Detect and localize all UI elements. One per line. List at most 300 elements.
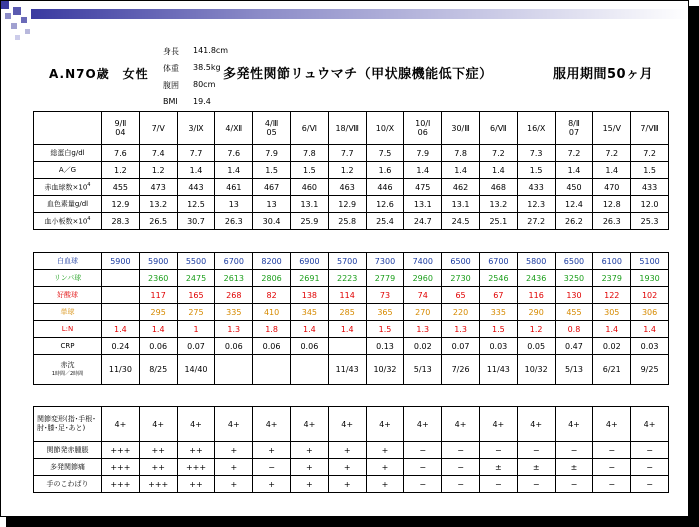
diagnosis-title: 多発性関節リュウマチ（甲状腺機能低下症） — [223, 67, 493, 82]
value-cell: 1.4 — [404, 162, 442, 179]
bmi-label: BMI — [163, 97, 178, 106]
value-cell: − — [253, 459, 291, 476]
value-cell: 0.07 — [442, 338, 480, 355]
value-cell: 1.4 — [328, 321, 366, 338]
table-row — [34, 442, 669, 459]
value-cell: 11/43 — [328, 355, 366, 385]
value-cell: + — [366, 442, 404, 459]
value-cell: + — [328, 459, 366, 476]
row-label — [34, 338, 102, 355]
row-label — [34, 270, 102, 287]
value-cell: 1.4 — [593, 162, 631, 179]
value-cell: 5900 — [139, 253, 177, 270]
value-cell — [290, 355, 328, 385]
value-cell: +++ — [102, 459, 140, 476]
value-cell: 9/25 — [631, 355, 669, 385]
date-day: 6/Ⅶ — [489, 123, 507, 133]
waist-label: 腹囲 — [163, 81, 179, 90]
value-cell: 138 — [290, 287, 328, 304]
table-row — [34, 355, 669, 385]
value-cell: 1.3 — [442, 321, 480, 338]
value-cell: 473 — [139, 179, 177, 196]
date-day: 15/Ⅴ — [602, 123, 621, 133]
value-cell: 6700 — [479, 253, 517, 270]
value-cell: − — [517, 442, 555, 459]
date-cell — [479, 112, 517, 145]
table-row — [34, 304, 669, 321]
date-cell — [328, 112, 366, 145]
value-cell: 5700 — [328, 253, 366, 270]
date-day: 16/Ⅹ — [526, 123, 546, 133]
value-cell: 13.1 — [442, 196, 480, 213]
value-cell: 7.7 — [177, 145, 215, 162]
value-cell: 5/13 — [555, 355, 593, 385]
value-cell: 335 — [479, 304, 517, 321]
value-cell: 1.5 — [253, 162, 291, 179]
value-cell: 7300 — [366, 253, 404, 270]
row-label — [34, 145, 102, 162]
value-cell: 335 — [215, 304, 253, 321]
value-cell: 1.5 — [517, 162, 555, 179]
value-cell: + — [290, 459, 328, 476]
row-label-text: 好酸球 — [57, 290, 78, 299]
value-cell: 73 — [366, 287, 404, 304]
value-cell: 6100 — [593, 253, 631, 270]
value-cell: 117 — [139, 287, 177, 304]
value-cell: 290 — [517, 304, 555, 321]
value-cell: − — [404, 459, 442, 476]
row-label-exponent: 4 — [87, 216, 91, 223]
value-cell: + — [215, 442, 253, 459]
row-label: 手のこわばり — [34, 476, 102, 493]
value-cell: ± — [555, 459, 593, 476]
value-cell — [328, 338, 366, 355]
value-cell: + — [290, 442, 328, 459]
bmi-value: 19.4 — [193, 97, 211, 106]
value-cell: 102 — [631, 287, 669, 304]
value-cell: + — [366, 476, 404, 493]
value-cell: 1.3 — [404, 321, 442, 338]
table-row — [34, 196, 669, 213]
value-cell: 6500 — [442, 253, 480, 270]
value-cell — [102, 304, 140, 321]
value-cell: − — [442, 442, 480, 459]
row-label-text: 血小板数×10 — [44, 217, 88, 226]
weight-value: 38.5kg — [193, 63, 221, 72]
frame-shadow-right — [689, 6, 699, 527]
value-cell: 7.6 — [215, 145, 253, 162]
value-cell: 122 — [593, 287, 631, 304]
value-cell: ++ — [177, 442, 215, 459]
value-cell: − — [631, 476, 669, 493]
row-label-text: リンパ球 — [53, 273, 82, 282]
row-label-text: 白血球 — [57, 256, 78, 265]
value-cell: − — [479, 476, 517, 493]
value-cell: 13 — [253, 196, 291, 213]
date-cell — [555, 112, 593, 145]
date-cell — [253, 112, 291, 145]
value-cell: 12.4 — [555, 196, 593, 213]
value-cell: 26.3 — [215, 213, 253, 230]
value-cell: + — [290, 476, 328, 493]
table-row — [34, 321, 669, 338]
blood-chemistry-table — [33, 111, 669, 230]
value-cell: − — [442, 459, 480, 476]
value-cell: 24.7 — [404, 213, 442, 230]
value-cell: − — [479, 442, 517, 459]
value-cell: 7.2 — [593, 145, 631, 162]
value-cell: 6500 — [555, 253, 593, 270]
value-cell: 8/25 — [139, 355, 177, 385]
date-cell — [442, 112, 480, 145]
value-cell: 455 — [555, 304, 593, 321]
row-label — [34, 179, 102, 196]
value-cell: 1.4 — [102, 321, 140, 338]
value-cell: − — [593, 476, 631, 493]
value-cell: 1 — [177, 321, 215, 338]
value-cell: +++ — [102, 442, 140, 459]
value-cell: 6/21 — [593, 355, 631, 385]
row-label-text: L:N — [61, 324, 74, 333]
value-cell: 4+ — [290, 407, 328, 442]
value-cell: 1.2 — [139, 162, 177, 179]
patient-info: A.N7O歳 女性 — [49, 67, 149, 81]
value-cell: 114 — [328, 287, 366, 304]
date-cell — [517, 112, 555, 145]
value-cell: 7.2 — [555, 145, 593, 162]
value-cell: 0.06 — [253, 338, 291, 355]
value-cell: 1.5 — [479, 321, 517, 338]
value-cell: 116 — [517, 287, 555, 304]
value-cell: 11/30 — [102, 355, 140, 385]
value-cell: + — [215, 459, 253, 476]
value-cell: 295 — [139, 304, 177, 321]
date-day: 6/Ⅵ — [301, 123, 317, 133]
value-cell: 0.13 — [366, 338, 404, 355]
value-cell: 0.07 — [177, 338, 215, 355]
value-cell: 2691 — [290, 270, 328, 287]
value-cell: 24.5 — [442, 213, 480, 230]
value-cell: 6900 — [290, 253, 328, 270]
value-cell: 25.4 — [366, 213, 404, 230]
date-day: 8/Ⅱ — [568, 119, 580, 128]
value-cell: 7/26 — [442, 355, 480, 385]
value-cell: 455 — [102, 179, 140, 196]
value-cell: 220 — [442, 304, 480, 321]
table-row — [34, 459, 669, 476]
value-cell: 1.4 — [290, 321, 328, 338]
date-cell — [139, 112, 177, 145]
value-cell: 468 — [479, 179, 517, 196]
value-cell: +++ — [102, 476, 140, 493]
value-cell: 7400 — [404, 253, 442, 270]
value-cell: 1.4 — [479, 162, 517, 179]
row-label — [34, 253, 102, 270]
value-cell: ++ — [177, 476, 215, 493]
value-cell: − — [517, 476, 555, 493]
value-cell: 5100 — [631, 253, 669, 270]
weight-label: 体重 — [163, 64, 179, 73]
waist-value: 80cm — [193, 80, 216, 89]
frame-shadow-bottom — [6, 517, 699, 527]
value-cell — [253, 355, 291, 385]
value-cell: 7.9 — [404, 145, 442, 162]
value-cell: 305 — [593, 304, 631, 321]
value-cell: 4+ — [631, 407, 669, 442]
value-cell: 13.2 — [139, 196, 177, 213]
value-cell: 7.8 — [290, 145, 328, 162]
value-cell: 130 — [555, 287, 593, 304]
value-cell: ++ — [139, 459, 177, 476]
row-label — [34, 196, 102, 213]
value-cell: 1.2 — [328, 162, 366, 179]
value-cell: + — [366, 459, 404, 476]
value-cell: 7.9 — [253, 145, 291, 162]
value-cell: 13.1 — [404, 196, 442, 213]
value-cell: 433 — [631, 179, 669, 196]
row-label-text: 血色素量g/dl — [46, 199, 89, 208]
value-cell: 4+ — [102, 407, 140, 442]
value-cell: − — [404, 442, 442, 459]
value-cell: 306 — [631, 304, 669, 321]
value-cell: 4+ — [177, 407, 215, 442]
value-cell: 365 — [366, 304, 404, 321]
value-cell: 4+ — [442, 407, 480, 442]
value-cell: 7.8 — [442, 145, 480, 162]
row-label-text: 赤沈 — [60, 360, 75, 369]
value-cell — [102, 270, 140, 287]
height-value: 141.8cm — [193, 46, 229, 55]
value-cell: 5800 — [517, 253, 555, 270]
value-cell: 4+ — [139, 407, 177, 442]
value-cell: 82 — [253, 287, 291, 304]
symptom-table — [33, 406, 669, 493]
value-cell: +++ — [177, 459, 215, 476]
date-day: 18/Ⅷ — [335, 123, 359, 133]
value-cell: 12.6 — [366, 196, 404, 213]
value-cell: 1.4 — [593, 321, 631, 338]
value-cell: 67 — [479, 287, 517, 304]
value-cell: 410 — [253, 304, 291, 321]
value-cell — [215, 355, 253, 385]
value-cell: − — [555, 476, 593, 493]
row-label — [34, 287, 102, 304]
value-cell: − — [442, 476, 480, 493]
table-row — [34, 213, 669, 230]
value-cell: 6700 — [215, 253, 253, 270]
value-cell: 13.1 — [290, 196, 328, 213]
row-label-text: 単球 — [60, 307, 75, 316]
value-cell: + — [328, 442, 366, 459]
value-cell: 2779 — [366, 270, 404, 287]
value-cell: 30.4 — [253, 213, 291, 230]
value-cell: 2960 — [404, 270, 442, 287]
value-cell: 2360 — [139, 270, 177, 287]
row-label-text: 総蛋白g/dl — [50, 148, 85, 157]
value-cell: 1.4 — [442, 162, 480, 179]
row-label-text: CRP — [60, 341, 75, 350]
value-cell: 7.3 — [517, 145, 555, 162]
value-cell: 11/43 — [479, 355, 517, 385]
value-cell: + — [215, 476, 253, 493]
value-cell: 4+ — [593, 407, 631, 442]
value-cell: 1930 — [631, 270, 669, 287]
value-cell: 1.5 — [631, 162, 669, 179]
value-cell: 165 — [177, 287, 215, 304]
row-label-text: A／G — [58, 165, 77, 174]
value-cell: 2806 — [253, 270, 291, 287]
value-cell: 4+ — [328, 407, 366, 442]
height-label: 身長 — [163, 47, 179, 56]
value-cell: 1.4 — [139, 321, 177, 338]
value-cell: 74 — [404, 287, 442, 304]
value-cell: 270 — [404, 304, 442, 321]
table-row — [34, 179, 669, 196]
row-label — [34, 321, 102, 338]
table-row — [34, 162, 669, 179]
value-cell: 3250 — [555, 270, 593, 287]
value-cell: 2379 — [593, 270, 631, 287]
value-cell: 10/32 — [517, 355, 555, 385]
date-cell — [366, 112, 404, 145]
value-cell: 25.3 — [631, 213, 669, 230]
table-row — [34, 476, 669, 493]
date-cell — [177, 112, 215, 145]
row-label-text: 赤血球数×10 — [44, 183, 88, 192]
value-cell: 0.06 — [290, 338, 328, 355]
value-cell: 28.3 — [102, 213, 140, 230]
value-cell: 4+ — [517, 407, 555, 442]
value-cell: 1.8 — [253, 321, 291, 338]
value-cell: 446 — [366, 179, 404, 196]
value-cell: 26.2 — [555, 213, 593, 230]
value-cell: ± — [517, 459, 555, 476]
row-label-sub: 1時間／2時間 — [51, 370, 84, 377]
value-cell: 1.4 — [215, 162, 253, 179]
table-row — [34, 338, 669, 355]
value-cell: 275 — [177, 304, 215, 321]
value-cell: 1.4 — [631, 321, 669, 338]
date-day: 10/Ⅰ — [415, 119, 431, 128]
value-cell: 12.3 — [517, 196, 555, 213]
value-cell: 12.9 — [328, 196, 366, 213]
date-cell — [290, 112, 328, 145]
value-cell: + — [253, 476, 291, 493]
corner-cell — [34, 112, 102, 145]
value-cell: 1.3 — [215, 321, 253, 338]
value-cell: 25.9 — [290, 213, 328, 230]
value-cell: + — [253, 442, 291, 459]
date-day: 3/Ⅸ — [188, 123, 204, 133]
date-year: 07 — [568, 128, 580, 137]
value-cell — [102, 287, 140, 304]
row-label — [34, 213, 102, 230]
value-cell: 7.7 — [328, 145, 366, 162]
date-day: 9/Ⅱ — [114, 119, 127, 128]
row-label — [34, 162, 102, 179]
value-cell: 433 — [517, 179, 555, 196]
table-row — [34, 253, 669, 270]
value-cell: 461 — [215, 179, 253, 196]
value-cell: 450 — [555, 179, 593, 196]
value-cell: ± — [479, 459, 517, 476]
row-label: 関節変形(指･手根･肘･膝･足･あと) — [34, 407, 102, 442]
value-cell: 7.2 — [479, 145, 517, 162]
value-cell: 65 — [442, 287, 480, 304]
value-cell: 0.24 — [102, 338, 140, 355]
value-cell: 26.3 — [593, 213, 631, 230]
value-cell: − — [555, 442, 593, 459]
date-day: 4/Ⅻ — [225, 123, 243, 133]
value-cell: − — [593, 459, 631, 476]
value-cell: 4+ — [555, 407, 593, 442]
value-cell: 1.4 — [555, 162, 593, 179]
value-cell: 25.1 — [479, 213, 517, 230]
table-row — [34, 145, 669, 162]
value-cell: 10/32 — [366, 355, 404, 385]
value-cell: 1.6 — [366, 162, 404, 179]
date-day: 10/Ⅹ — [375, 123, 395, 133]
value-cell: 1.5 — [290, 162, 328, 179]
value-cell: 0.03 — [479, 338, 517, 355]
value-cell: 0.06 — [139, 338, 177, 355]
value-cell: 13 — [215, 196, 253, 213]
value-cell: 2730 — [442, 270, 480, 287]
value-cell: 4+ — [479, 407, 517, 442]
value-cell: 1.5 — [366, 321, 404, 338]
value-cell: 268 — [215, 287, 253, 304]
value-cell: 0.05 — [517, 338, 555, 355]
value-cell: 285 — [328, 304, 366, 321]
date-cell — [102, 112, 140, 145]
value-cell: − — [404, 476, 442, 493]
date-cell — [404, 112, 442, 145]
value-cell: 7.4 — [139, 145, 177, 162]
value-cell: 12.0 — [631, 196, 669, 213]
value-cell: 5500 — [177, 253, 215, 270]
value-cell: 470 — [593, 179, 631, 196]
value-cell: 1.2 — [102, 162, 140, 179]
value-cell: 443 — [177, 179, 215, 196]
medication-period: 服用期間50ヶ月 — [553, 67, 654, 82]
value-cell: 5/13 — [404, 355, 442, 385]
row-label-exponent: 4 — [87, 182, 91, 189]
table-row — [34, 270, 669, 287]
value-cell: 475 — [404, 179, 442, 196]
value-cell: 26.5 — [139, 213, 177, 230]
value-cell: 4+ — [215, 407, 253, 442]
value-cell: 1.4 — [177, 162, 215, 179]
value-cell: 7.5 — [366, 145, 404, 162]
value-cell: ++ — [139, 442, 177, 459]
date-cell — [631, 112, 669, 145]
value-cell: 14/40 — [177, 355, 215, 385]
value-cell: 13.2 — [479, 196, 517, 213]
value-cell: 2223 — [328, 270, 366, 287]
value-cell: 463 — [328, 179, 366, 196]
value-cell: 4+ — [404, 407, 442, 442]
row-label — [34, 355, 102, 385]
value-cell: 2546 — [479, 270, 517, 287]
date-day: 7/Ⅷ — [640, 123, 659, 133]
value-cell: 30.7 — [177, 213, 215, 230]
value-cell: − — [631, 459, 669, 476]
value-cell: 2613 — [215, 270, 253, 287]
value-cell: +++ — [139, 476, 177, 493]
value-cell: 12.8 — [593, 196, 631, 213]
value-cell: 462 — [442, 179, 480, 196]
value-cell: 1.2 — [517, 321, 555, 338]
